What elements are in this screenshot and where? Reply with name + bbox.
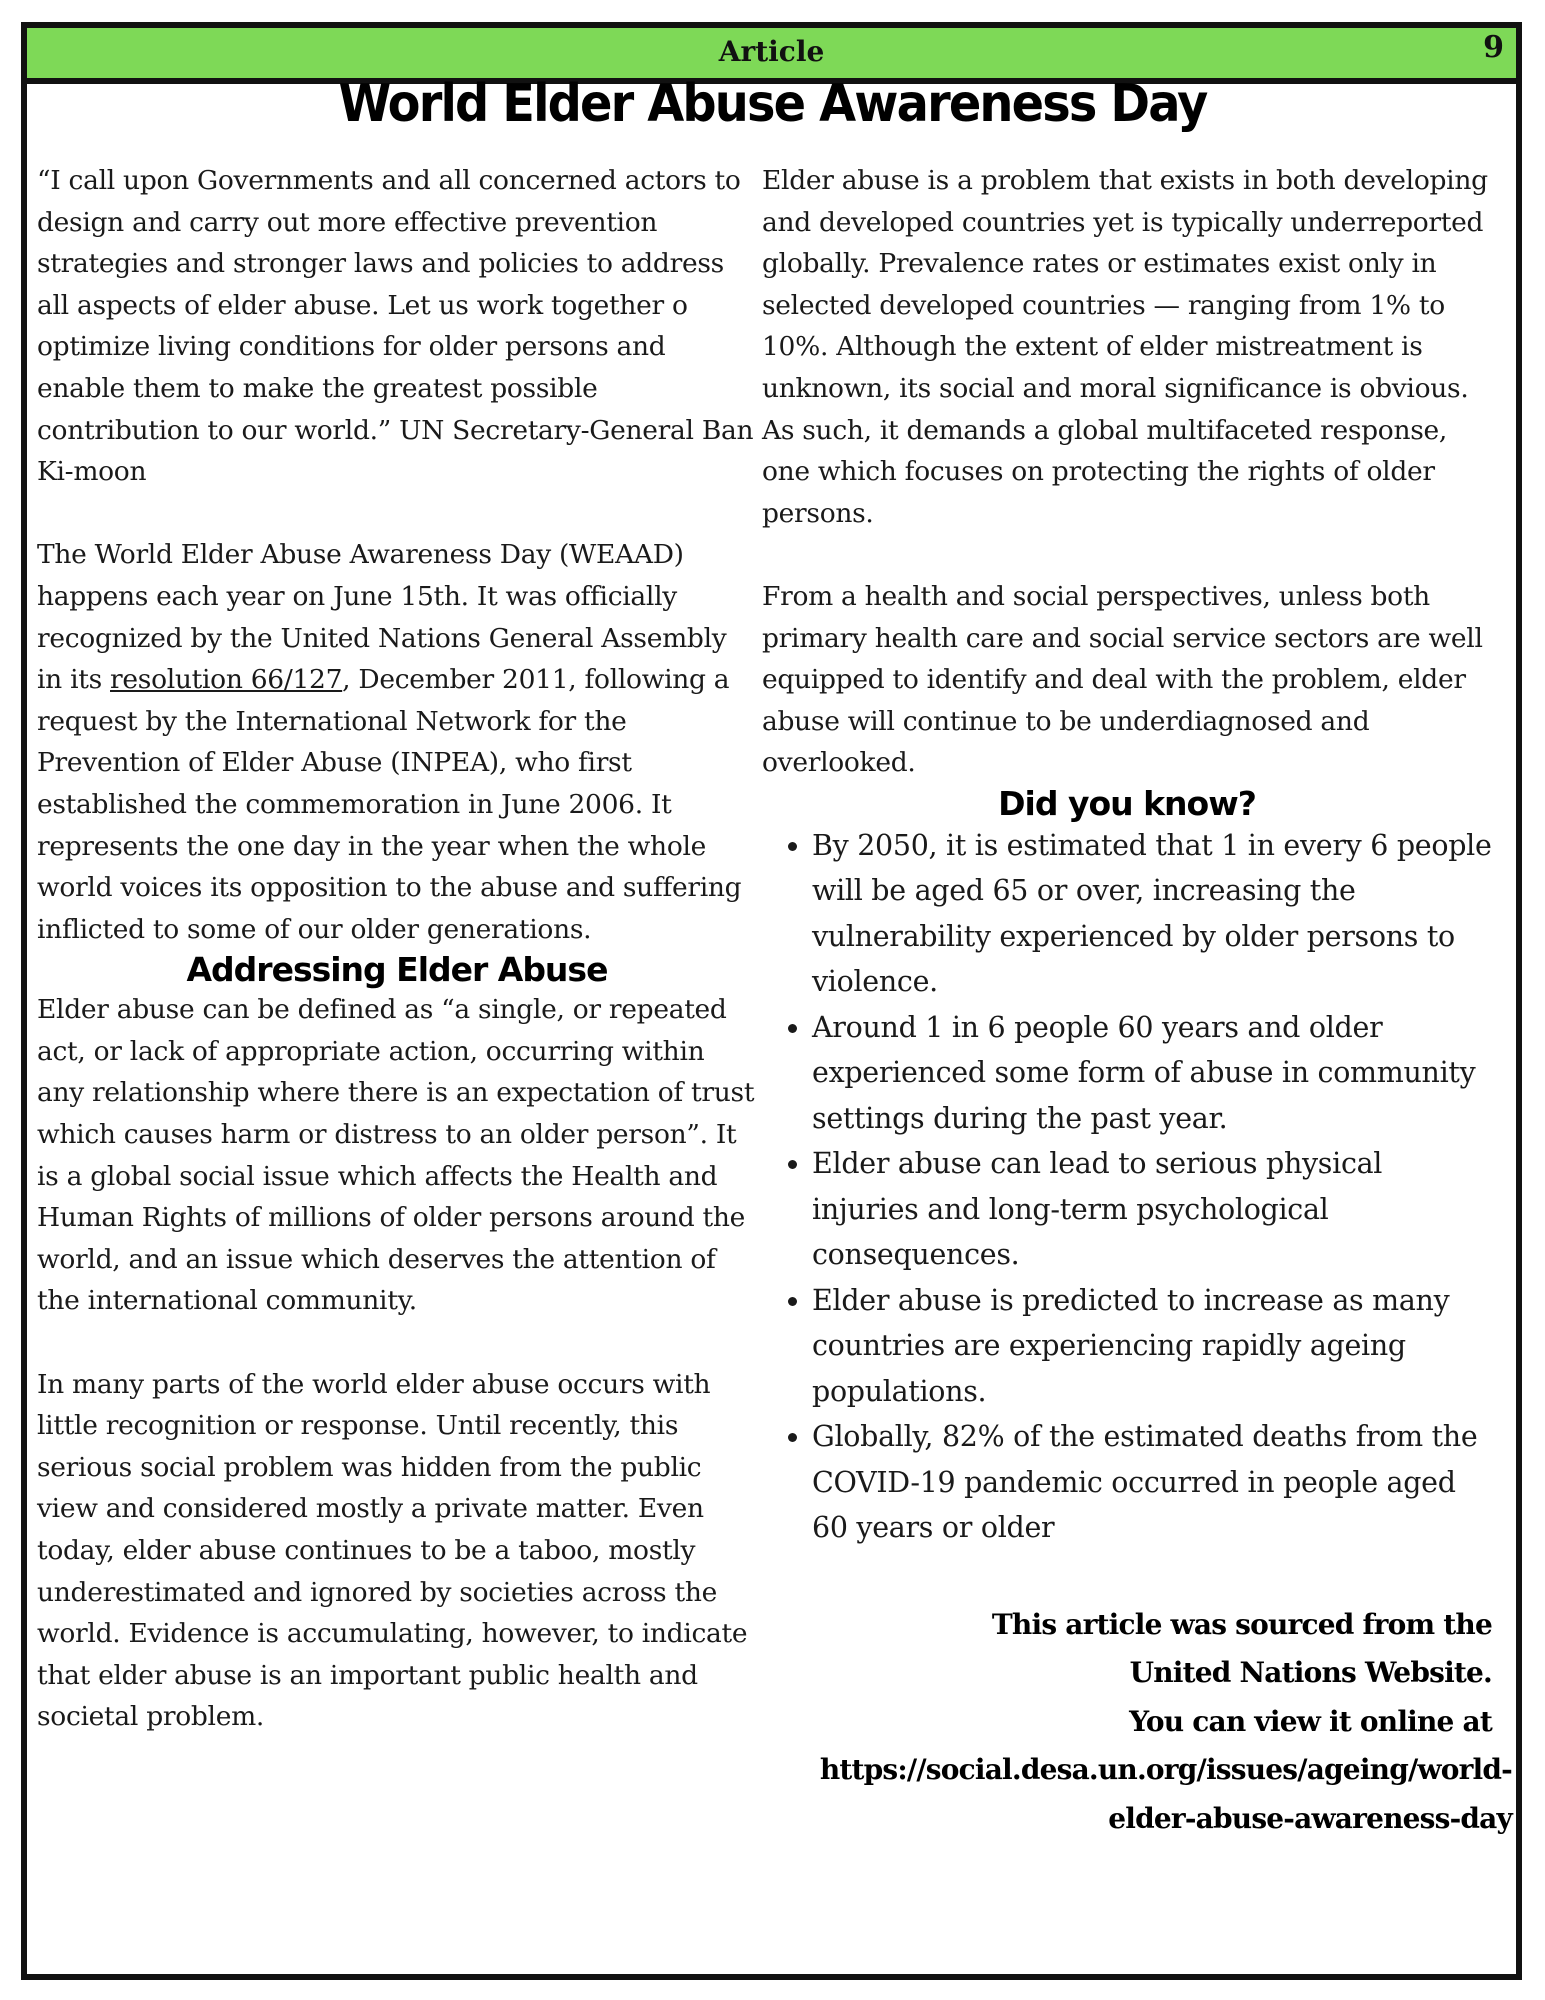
article-title: World Elder Abuse Awareness Day [338, 74, 1207, 134]
credit-line-2: United Nations Website. [1129, 1656, 1492, 1690]
page-number: 9 [1483, 30, 1504, 65]
list-item: • Around 1 in 6 people 60 years and older experienced some form of abuse in community settings during the past year. [812, 1005, 1492, 1142]
list-item: • Elder abuse is predicted to increase as many countries are experiencing rapidly ageing populations. [812, 1278, 1492, 1415]
source-credit [762, 1601, 1512, 1844]
addressing-heading: Addressing Elder Abuse [186, 950, 608, 990]
credit-line-3: You can view it online at [1129, 1704, 1492, 1738]
source-url[interactable]: https://social.desa.un.org/issues/ageing/world-elder-abuse-awareness-day [819, 1753, 1512, 1835]
weaad-paragraph [37, 534, 757, 950]
recognition-paragraph: In many parts of the world elder abuse occurs with little recognition or response. Until recently, this serious social problem was hidden from the public view and considered mostly a private matter. Even today, elder abuse continues to be a taboo, mostly underestimated and ignored by societies across the world. Evidence is accumulating, however, to indicate that elder abuse is an important public health and societal problem. [37, 1368, 748, 1733]
section-label: Article [718, 35, 825, 68]
definition-paragraph: Elder abuse can be defined as “a single, or repeated act, or lack of appropriate action, occurring within any relationship where there is an expectation of trust which causes harm or distress to an older person”. It is a global social issue which affects the Health and Human Rights of millions of older persons around the world, and an issue which deserves the attention of the international community. [37, 994, 755, 1317]
resolution-link[interactable]: resolution 66/127 [110, 664, 343, 696]
list-item: • Elder abuse can lead to serious physical injuries and long-term psychological consequences. [812, 1141, 1492, 1278]
health-paragraph: From a health and social perspectives, unless both primary health care and social service sectors are well equipped to identify and deal with the problem, elder abuse will continue to be underdiagnosed and overlooked. [762, 580, 1483, 779]
facts-list [762, 823, 1492, 1551]
right-column [762, 160, 1512, 1843]
weaad-text-before: The World Elder Abuse Awareness Day (WEAAD) happens each year on June 15th. It was officially recognized by the United Nations General Assembly in its [37, 539, 727, 696]
list-item: • Globally, 82% of the estimated deaths from the COVID-19 pandemic occurred in people aged 60 years or older [812, 1414, 1492, 1551]
quote-paragraph: “I call upon Governments and all concerned actors to design and carry out more effective prevention strategies and stronger laws and policies to address all aspects of elder abuse. Let us work together o optimize living conditions for older persons and enable them to make the greatest possible contribution to our world.” UN Secretary-General Ban Ki-moon [37, 165, 754, 488]
left-column [37, 160, 757, 1738]
problem-paragraph: Elder abuse is a problem that exists in both developing and developed countries yet is typically underreported globally. Prevalence rates or estimates exist only in selected developed countries — ranging from 1% to 10%. Although the extent of elder mistreatment is unknown, its social and moral significance is obvious. As such, it demands a global multifaceted response, one which focuses on protecting the rights of older persons. [762, 165, 1488, 529]
weaad-text-after: , December 2011, following a request by the International Network for the Prevention of Elder Abuse (INPEA), who first established the commemoration in June 2006. It represents the one day in the year when the whole world voices its opposition to the abuse and suffering inflicted to some of our older generations. [37, 664, 742, 945]
did-you-know-heading: Did you know? [998, 783, 1256, 823]
credit-line-1: This article was sourced from the [991, 1607, 1492, 1641]
list-item: • By 2050, it is estimated that 1 in every 6 people will be aged 65 or over, increasing the vulnerability experienced by older persons to violence. [812, 823, 1492, 1005]
